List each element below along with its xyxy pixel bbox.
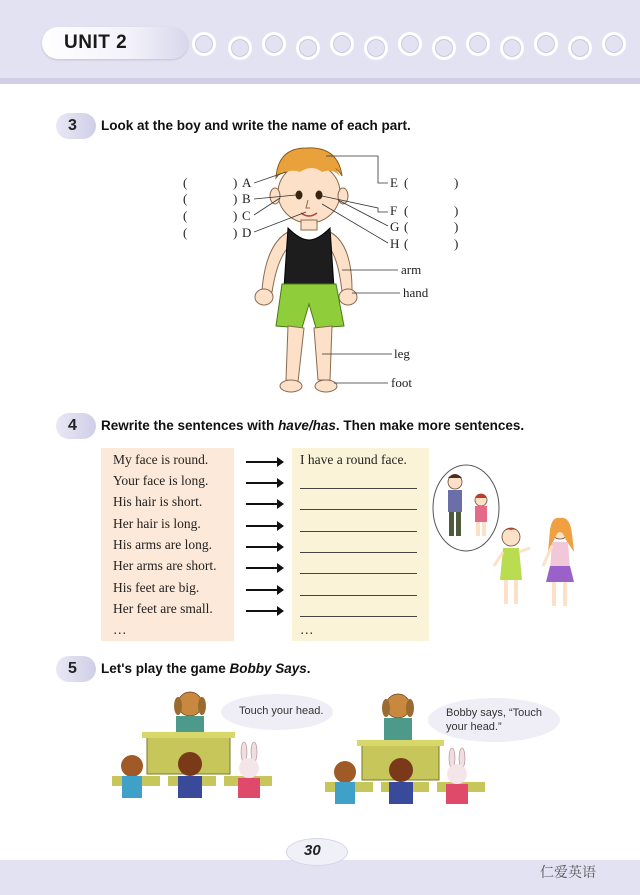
unit-title: UNIT 2 [64, 32, 128, 53]
sentence: His hair is short. [113, 494, 203, 509]
paren-open: ( [183, 191, 188, 206]
paren-open: ( [404, 219, 409, 234]
section-3-number: 3 [68, 117, 77, 134]
paren-close: ) [454, 236, 459, 251]
label-arm: arm [401, 262, 422, 277]
sentence: Your face is long. [113, 473, 209, 488]
paren-open: ( [183, 225, 188, 240]
speech-bubble-2-line-1: Bobby says, “Touch [446, 707, 542, 719]
section-5-number: 5 [68, 660, 77, 677]
paren-close: ) [233, 175, 238, 190]
label-e: E [390, 175, 398, 190]
label-foot: foot [391, 375, 412, 390]
watermark: 仁爱英语 [540, 864, 596, 880]
label-hand: hand [403, 285, 429, 300]
sentence: Her feet are small. [113, 601, 213, 616]
sentence: Her hair is long. [113, 516, 201, 531]
label-b: B [242, 191, 251, 206]
paren-close: ) [454, 175, 459, 190]
page-number: 30 [304, 842, 321, 859]
speech-bubble-2-line-2: your head.” [446, 721, 502, 733]
label-a: A [242, 175, 252, 190]
sentence: My face is round. [113, 452, 209, 467]
sentence: His feet are big. [113, 580, 200, 595]
section-3-title: Look at the boy and write the name of each part. [101, 118, 411, 133]
label-leg: leg [394, 346, 410, 361]
paren-open: ( [404, 203, 409, 218]
sentence-ellipsis: … [113, 622, 127, 637]
speech-bubble-1: Touch your head. [239, 705, 324, 717]
sentence: Her arms are short. [113, 558, 217, 573]
label-g: G [390, 219, 400, 234]
section-4-number: 4 [68, 417, 77, 434]
paren-close: ) [454, 219, 459, 234]
paren-open: ( [404, 175, 409, 190]
example-answer: I have a round face. [300, 452, 407, 467]
label-d: D [242, 225, 252, 240]
paren-close: ) [233, 191, 238, 206]
paren-open: ( [404, 236, 409, 251]
sentence: His arms are long. [113, 537, 212, 552]
paren-close: ) [454, 203, 459, 218]
section-5-title: Let's play the game Bobby Says. [101, 661, 311, 676]
paren-close: ) [233, 208, 238, 223]
paren-open: ( [183, 175, 188, 190]
section-4-title: Rewrite the sentences with have/has. Then make more sentences. [101, 418, 525, 433]
paren-close: ) [233, 225, 238, 240]
label-h: H [390, 236, 400, 251]
label-f: F [390, 203, 398, 218]
answer-ellipsis: … [300, 622, 314, 637]
label-c: C [242, 208, 251, 223]
paren-open: ( [183, 208, 188, 223]
